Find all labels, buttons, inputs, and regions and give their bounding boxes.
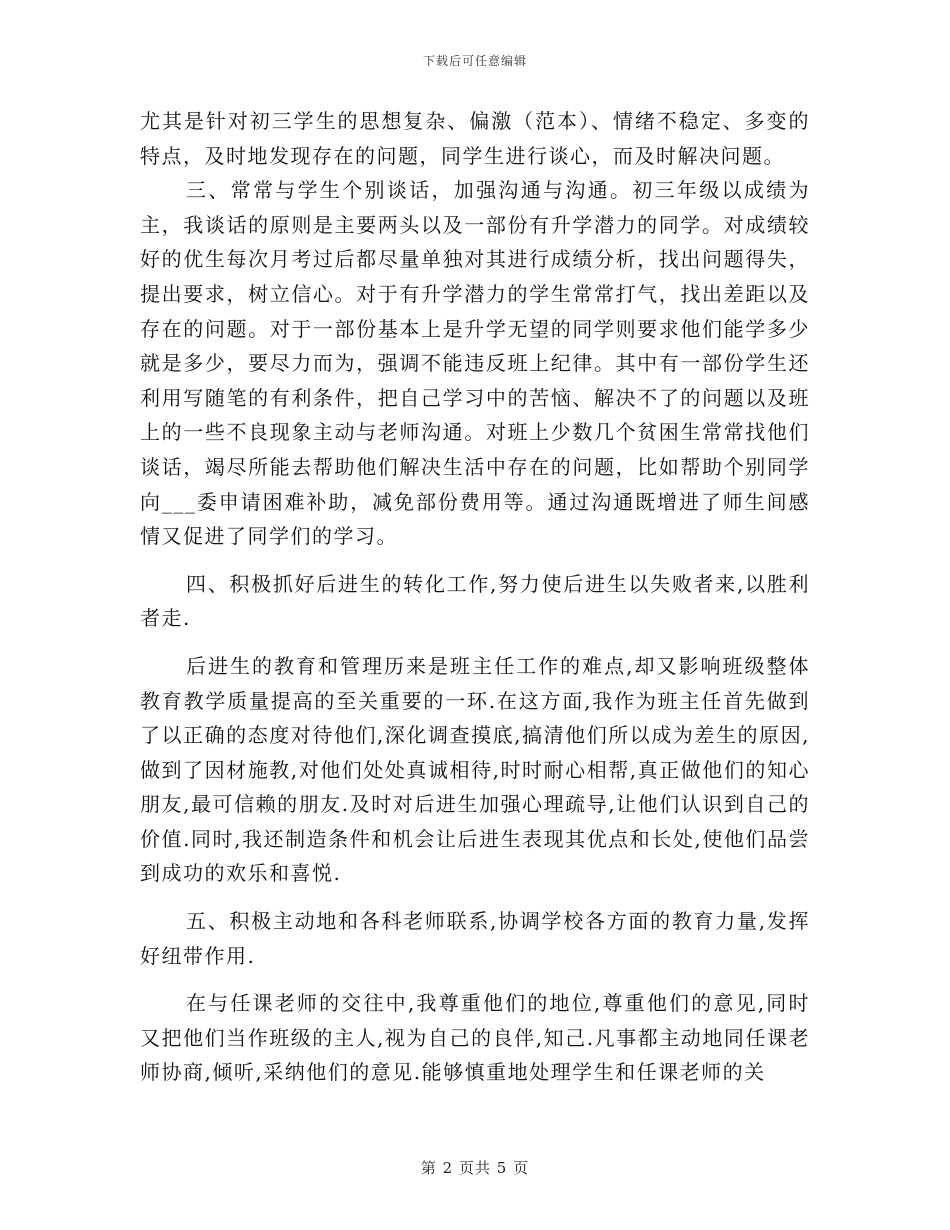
paragraph-section-three: 三、常常与学生个别谈话，加强沟通与沟通。初三年级以成绩为主，我谈话的原则是主要两头以及一部份有升学潜力的同学。对成绩较好的优生每次月考过后都尽量单独对其进行成绩分析，找出问题得失，提出要求，树立信心。对于有升学潜力的学生常常打气，找出差距以及存在的问题。对于一部份基本上是升学无望的同学则要求他们能学多少就是多少，要尽力而为，强调不能违反班上纪律。其中有一部份学生还利用写随笔的有利条件，把自己学习中的苦恼、解决不了的问题以及班上的一些不良现象主动与老师沟通。对班上少数几个贫困生常常找他们谈话，竭尽所能去帮助他们解决生活中存在的问题，比如帮助个别同学向___委申请困难补助，减免部份费用等。通过沟通既增进了师生间感情又促进了同学们的学习。	[140, 178, 810, 549]
paragraph-section-five: 在与任课老师的交往中,我尊重他们的地位,尊重他们的意见,同时又把他们当作班级的主人,视为自己的良伴,知己.凡事都主动地同任课老师协商,倾听,采纳他们的意见.能够慎重地处理学生和任课老师的关	[140, 991, 810, 1085]
page-number: 第 2 页共 5 页	[420, 1159, 530, 1177]
paragraph-continuation: 尤其是针对初三学生的思想复杂、偏激（范本）、情绪不稳定、多变的特点，及时地发现存在的问题，同学生进行谈心，而及时解决问题。	[140, 109, 810, 168]
heading-section-five: 五、积极主动地和各科老师联系,协调学校各方面的教育力量,发挥好纽带作用.	[140, 909, 810, 968]
heading-section-four: 四、积极抓好后进生的转化工作,努力使后进生以失败者来,以胜利者走.	[140, 571, 810, 631]
page-header: 下载后可任意编辑	[422, 54, 527, 68]
document-body	[140, 104, 810, 1090]
paragraph-section-four: 后进生的教育和管理历来是班主任工作的难点,却又影响班级整体教育教学质量提高的至关重要的一环.在这方面,我作为班主任首先做到了以正确的态度对待他们,深化调查摸底,搞清他们所以成为差生的原因,做到了因材施教,对他们处处真诚相待,时时耐心相帮,真正做他们的知心朋友,最可信赖的朋友.及时对后进生加强心理疏导,让他们认识到自己的价值.同时,我还制造条件和机会让后进生表现其优点和长处,使他们品尝到成功的欢乐和喜悦.	[140, 653, 810, 886]
